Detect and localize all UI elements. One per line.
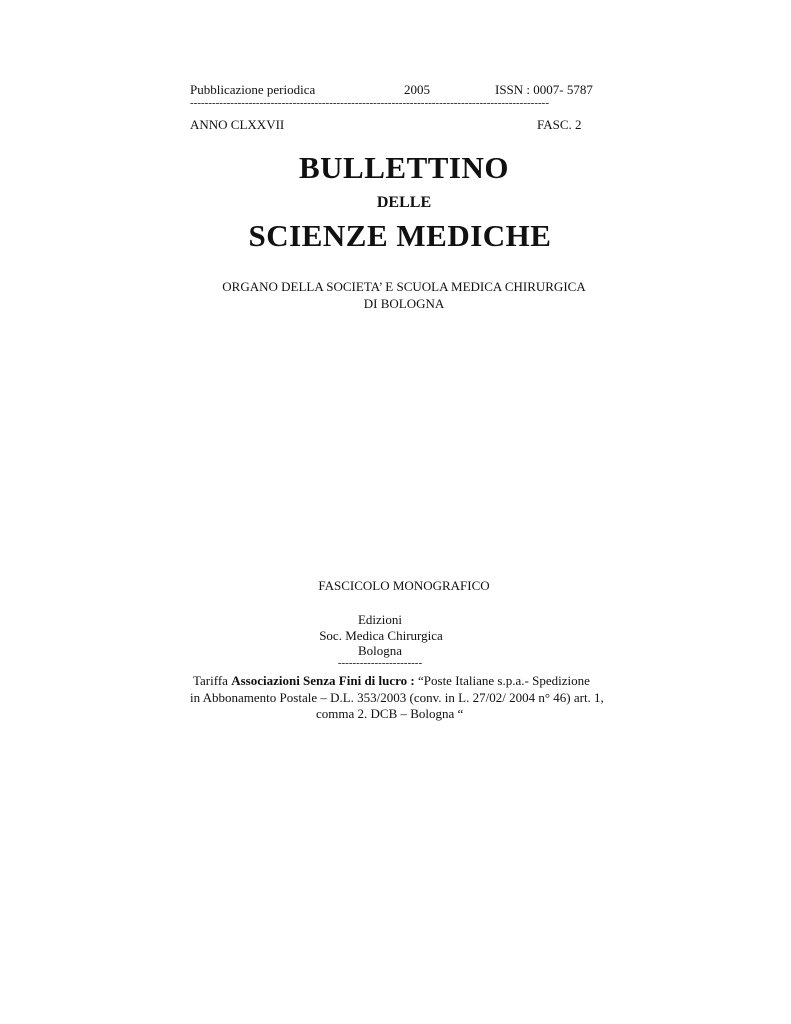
tariffa-line2: in Abbonamento Postale – D.L. 353/2003 (conv. in L. 27/02/ 2004 n° 46) art. 1, [190, 690, 604, 705]
publication-year: 2005 [404, 82, 430, 97]
header-separator: -------------------------------------------------------------------------------------------------- [190, 97, 549, 109]
journal-title-line2: DELLE [376, 194, 432, 211]
tariffa-prefix: Tariffa [193, 673, 232, 688]
tariffa-bold: Associazioni Senza Fini di lucro : [231, 673, 415, 688]
edizioni-label: Edizioni [357, 612, 403, 627]
edizioni-publisher: Soc. Medica Chirurgica [319, 628, 443, 643]
issn: ISSN : 0007- 5787 [495, 82, 593, 97]
organo-line1: ORGANO DELLA SOCIETA’ E SCUOLA MEDICA CHIRURGICA [222, 279, 586, 294]
edizioni-city: Bologna [357, 643, 403, 658]
anno-volume: ANNO CLXXVII [190, 117, 285, 132]
tariffa-line3: comma 2. DCB – Bologna “ [316, 706, 464, 721]
fascicolo-monografico: FASCICOLO MONOGRAFICO [318, 578, 490, 593]
fasc-number: FASC. 2 [537, 117, 582, 132]
journal-title-line1: BULLETTINO [298, 150, 509, 185]
organo-line2: DI BOLOGNA [363, 296, 445, 311]
tariffa-line1 [193, 673, 590, 689]
journal-title-line3: SCIENZE MEDICHE [248, 218, 552, 253]
edizioni-separator: ----------------------- [337, 657, 423, 669]
publication-type: Pubblicazione periodica [190, 82, 316, 97]
tariffa-line1-rest: “Poste Italiane s.p.a.- Spedizione [414, 673, 590, 688]
